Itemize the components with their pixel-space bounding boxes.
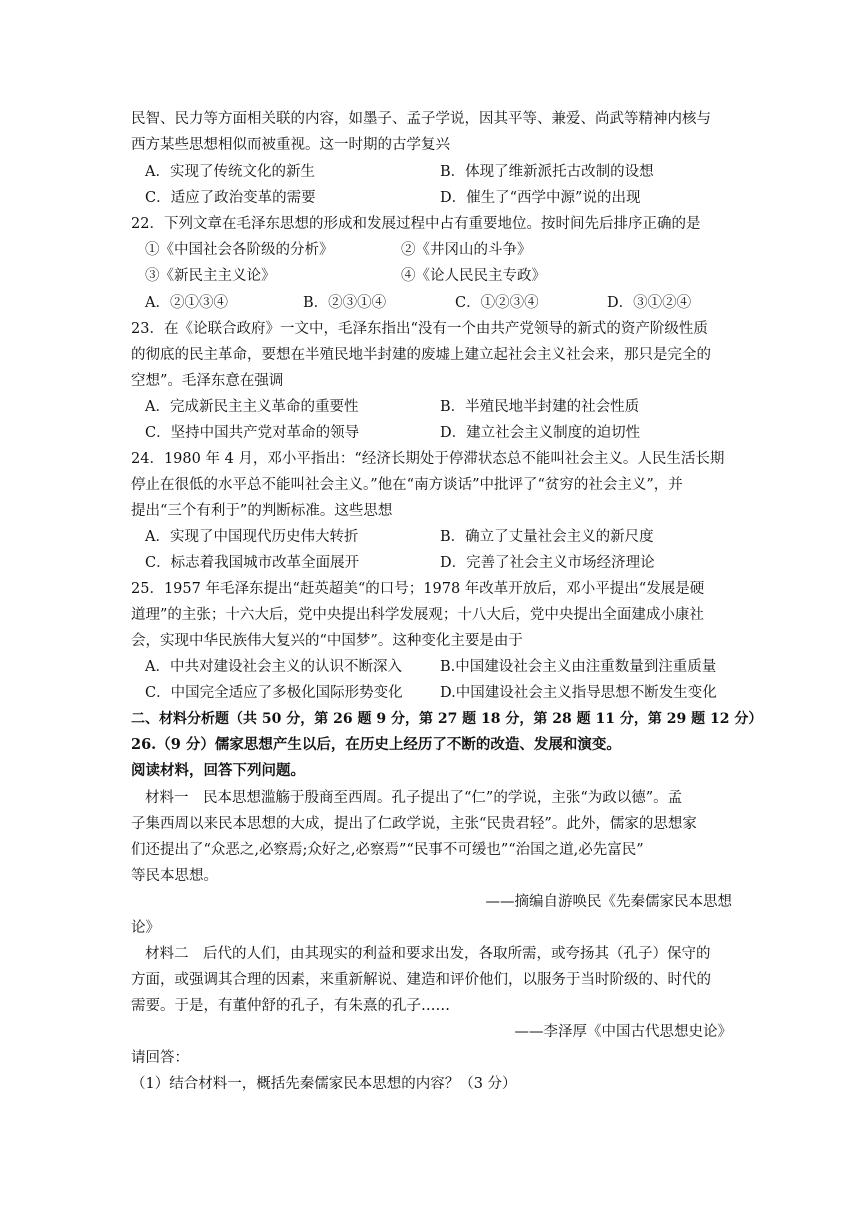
material-one-source: 论》 (131, 920, 160, 936)
q25-stem-line: 会，实现中华民族伟大复兴的“中国梦”。这种变化主要是由于 (131, 633, 523, 649)
material-one-line: 们还提出了“众恶之,必察焉;众好之,必察焉”“民事不可缓也”“治国之道,必先富民” (131, 842, 644, 858)
q23-stem-line: 23．在《论联合政府》一文中，毛泽东指出“没有一个由共产党领导的新式的资产阶级性质 (131, 321, 708, 337)
q24-stem-line: 24．1980 年 4 月，邓小平指出：“经济长期处于停滞状态总不能叫社会主义。人民生活长期 (131, 451, 725, 467)
q25-stem-line: 25．1957 年毛泽东提出“赶英超美“的口号；1978 年改革开放后，邓小平提出“发展是硬 (131, 581, 705, 597)
q21-option-a: A．实现了传统文化的新生 (145, 164, 315, 180)
material-two-line: 材料二 后代的人们，由其现实的利益和要求出发，各取所需，或夸扬其（孔子）保守的 (145, 946, 711, 962)
material-one-line: 材料一 民本思想滥觞于殷商至西周。孔子提出了“仁”的学说，主张“为政以德”。孟 (145, 790, 683, 806)
q22-item-3: ③《新民主主义论》 (145, 268, 276, 284)
q24-option-d: D．完善了社会主义市场经济理论 (440, 555, 655, 571)
q24-stem-line: 停止在很低的水平总不能叫社会主义。”他在“南方谈话”中批评了“贫穷的社会主义”，并 (131, 477, 683, 493)
q21-option-b: B．体现了维新派托古改制的设想 (440, 164, 654, 180)
reading-instruction: 阅读材料，回答下列问题。 (131, 762, 305, 779)
q23-stem-line: 的彻底的民主革命，要想在半殖民地半封建的废墟上建立起社会主义社会来，那只是完全的 (131, 347, 711, 363)
q22-option-d: D．③①②④ (607, 295, 692, 311)
material-one-source: ——摘编自游唤民《先秦儒家民本思想 (485, 894, 732, 910)
q22-stem: 22．下列文章在毛泽东思想的形成和发展过程中占有重要地位。按时间先后排序正确的是 (131, 216, 701, 232)
sub-question-1: （1）结合材料一，概括先秦儒家民本思想的内容？（3 分） (131, 1076, 517, 1092)
q22-option-c: C．①②③④ (455, 295, 539, 311)
material-one-line: 子集西周以来民本思想的大成，提出了仁政学说，主张“民贵君轻”。此外，儒家的思想家 (131, 816, 697, 832)
q23-option-c: C．坚持中国共产党对革命的领导 (145, 425, 360, 441)
q22-option-b: B．②③①④ (303, 295, 387, 311)
q25-option-a: A．中共对建设社会主义的认识不断深入 (145, 659, 402, 675)
q22-item-4: ④《论人民民主专政》 (401, 268, 546, 284)
answer-prompt: 请回答： (131, 1050, 189, 1066)
q21-stem-line: 民智、民力等方面相关联的内容，如墨子、孟子学说，因其平等、兼爱、尚武等精神内核与 (131, 111, 711, 127)
material-two-line: 方面，或强调其合理的因素，来重新解说、建造和评价他们，以服务于当时阶级的、时代的 (131, 972, 711, 988)
q26-stem: 26.（9 分）儒家思想产生以后，在历史上经历了不断的改造、发展和演变。 (131, 736, 621, 753)
q22-item-2: ②《井冈山的斗争》 (401, 242, 532, 258)
q22-option-a: A．②①③④ (145, 295, 228, 311)
q21-stem-line: 西方某些思想相似而被重视。这一时期的古学复兴 (131, 137, 450, 153)
q25-stem-line: 道理”的主张；十六大后，党中央提出科学发展观；十八大后，党中央提出全面建成小康社 (131, 607, 704, 623)
q24-option-c: C．标志着我国城市改革全面展开 (145, 555, 360, 571)
section-heading: 二、材料分析题（共 50 分，第 26 题 9 分，第 27 题 18 分，第 28 题 11 分，第 29 题 12 分） (131, 711, 763, 727)
material-one-line: 等民本思想。 (131, 868, 218, 884)
q25-option-b: B.中国建设社会主义由注重数量到注重质量 (440, 659, 717, 675)
material-two-source: ——李泽厚《中国古代思想史论》 (514, 1024, 732, 1040)
q21-option-d: D．催生了“西学中源”说的出现 (440, 190, 641, 206)
q25-option-d: D.中国建设社会主义指导思想不断发生变化 (440, 685, 717, 701)
q23-stem-line: 空想”。毛泽东意在强调 (131, 373, 284, 389)
q21-option-c: C．适应了政治变革的需要 (145, 190, 316, 206)
material-two-line: 需要。于是，有董仲舒的孔子，有朱熹的孔子…… (131, 998, 450, 1014)
q23-option-d: D．建立社会主义制度的迫切性 (440, 425, 641, 441)
q23-option-b: B．半殖民地半封建的社会性质 (440, 399, 640, 415)
q24-option-b: B．确立了丈量社会主义的新尺度 (440, 529, 654, 545)
q24-option-a: A．实现了中国现代历史伟大转折 (145, 529, 359, 545)
q24-stem-line: 提出“三个有利于”的判断标准。这些思想 (131, 503, 393, 519)
q25-option-c: C．中国完全适应了多极化国际形势变化 (145, 685, 403, 701)
q23-option-a: A．完成新民主主义革命的重要性 (145, 399, 359, 415)
q22-item-1: ①《中国社会各阶级的分析》 (145, 242, 334, 258)
